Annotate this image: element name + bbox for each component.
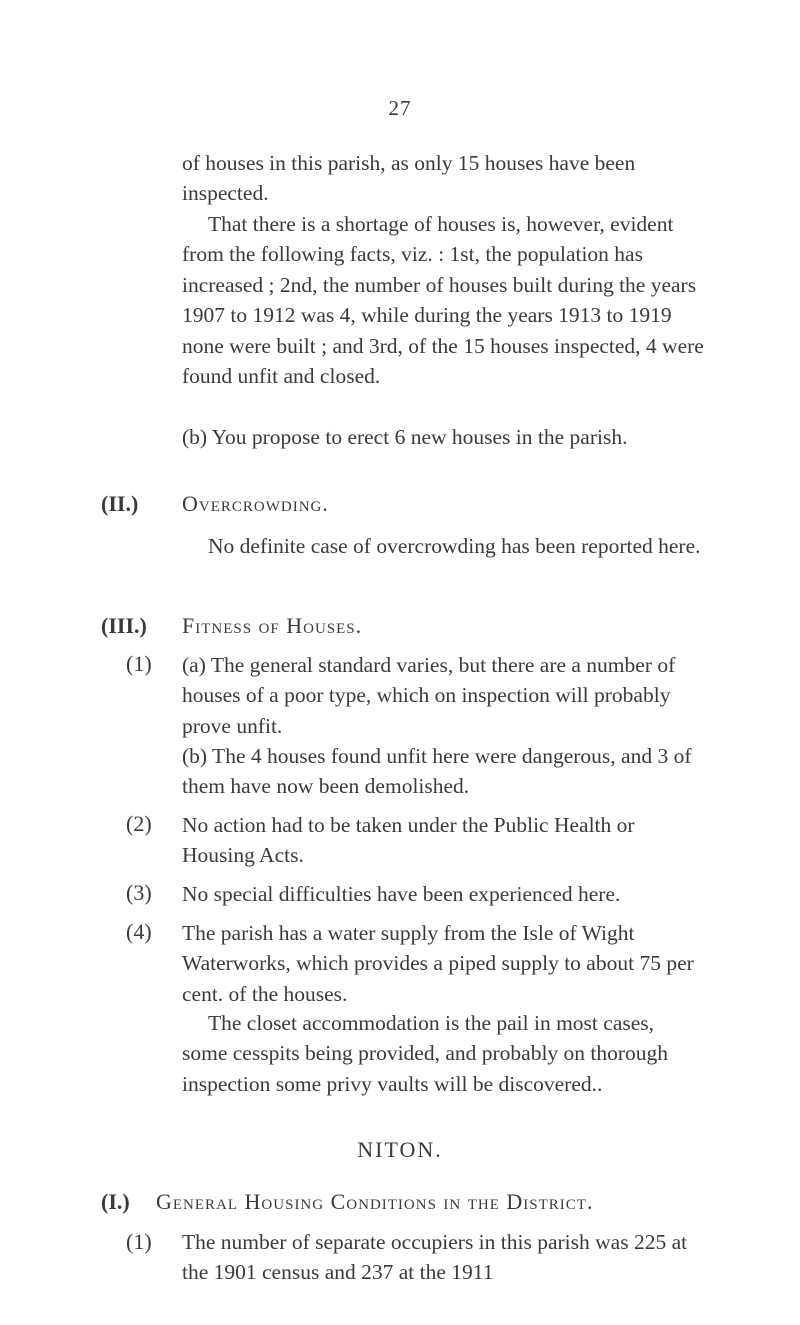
fitness-item-3-text: No special difficulties have been experienced here. (182, 882, 621, 906)
overcrowding-numeral: (II.) (101, 491, 139, 516)
overcrowding-text: No definite case of overcrowding has been reported here. (208, 534, 701, 558)
fitness-heading: Fitness of Houses. (182, 613, 363, 638)
page-number: 27 (388, 96, 412, 120)
niton-numeral: (I.) (101, 1189, 130, 1214)
fitness-item-1b: (b) The 4 houses found unfit here were dangerous, and 3 of them have now been demolished. (182, 744, 692, 799)
niton-item-1-number: (1) (126, 1229, 152, 1254)
fitness-item-3-number: (3) (126, 880, 152, 905)
fitness-item-2-number: (2) (126, 811, 152, 836)
intro-paragraph-2: That there is a shortage of houses is, however, evident from the following facts, viz. : 1st, the population has increased ; 2nd, the number of houses built during the years 1907 to 1912 was 4, while during the years 1913 to 1919 none were built ; and 3rd, of the 15 houses inspected, 4 were found unfit and closed. (182, 212, 704, 389)
niton-title: NITON. (357, 1137, 443, 1162)
niton-item-1-text: The number of separate occupiers in this parish was 225 at the 1901 census and 237 at the 1911 (182, 1230, 688, 1285)
fitness-item-4-number: (4) (126, 919, 152, 944)
fitness-numeral: (III.) (101, 613, 147, 638)
niton-heading: General Housing Conditions in the District. (156, 1189, 594, 1214)
intro-paragraph-1: of houses in this parish, as only 15 houses have been inspected. (182, 151, 636, 206)
fitness-item-4-closet-text: The closet accommodation is the pail in most cases, some cesspits being provided, and probably on thorough inspection some privy vaults will be discovered.. (182, 1011, 669, 1096)
fitness-item-1-number: (1) (126, 651, 152, 676)
intro-paragraph-3: (b) You propose to erect 6 new houses in the parish. (182, 425, 628, 449)
fitness-item-4-text: The parish has a water supply from the Isle of Wight Waterworks, which provides a piped supply to about 75 per cent. of the houses. (182, 921, 694, 1006)
fitness-item-2-text: No action had to be taken under the Public Health or Housing Acts. (182, 813, 635, 868)
fitness-item-1a: (a) The general standard varies, but there are a number of houses of a poor type, which on inspection will probably prove unfit. (182, 653, 676, 738)
overcrowding-heading: Overcrowding. (182, 491, 329, 516)
